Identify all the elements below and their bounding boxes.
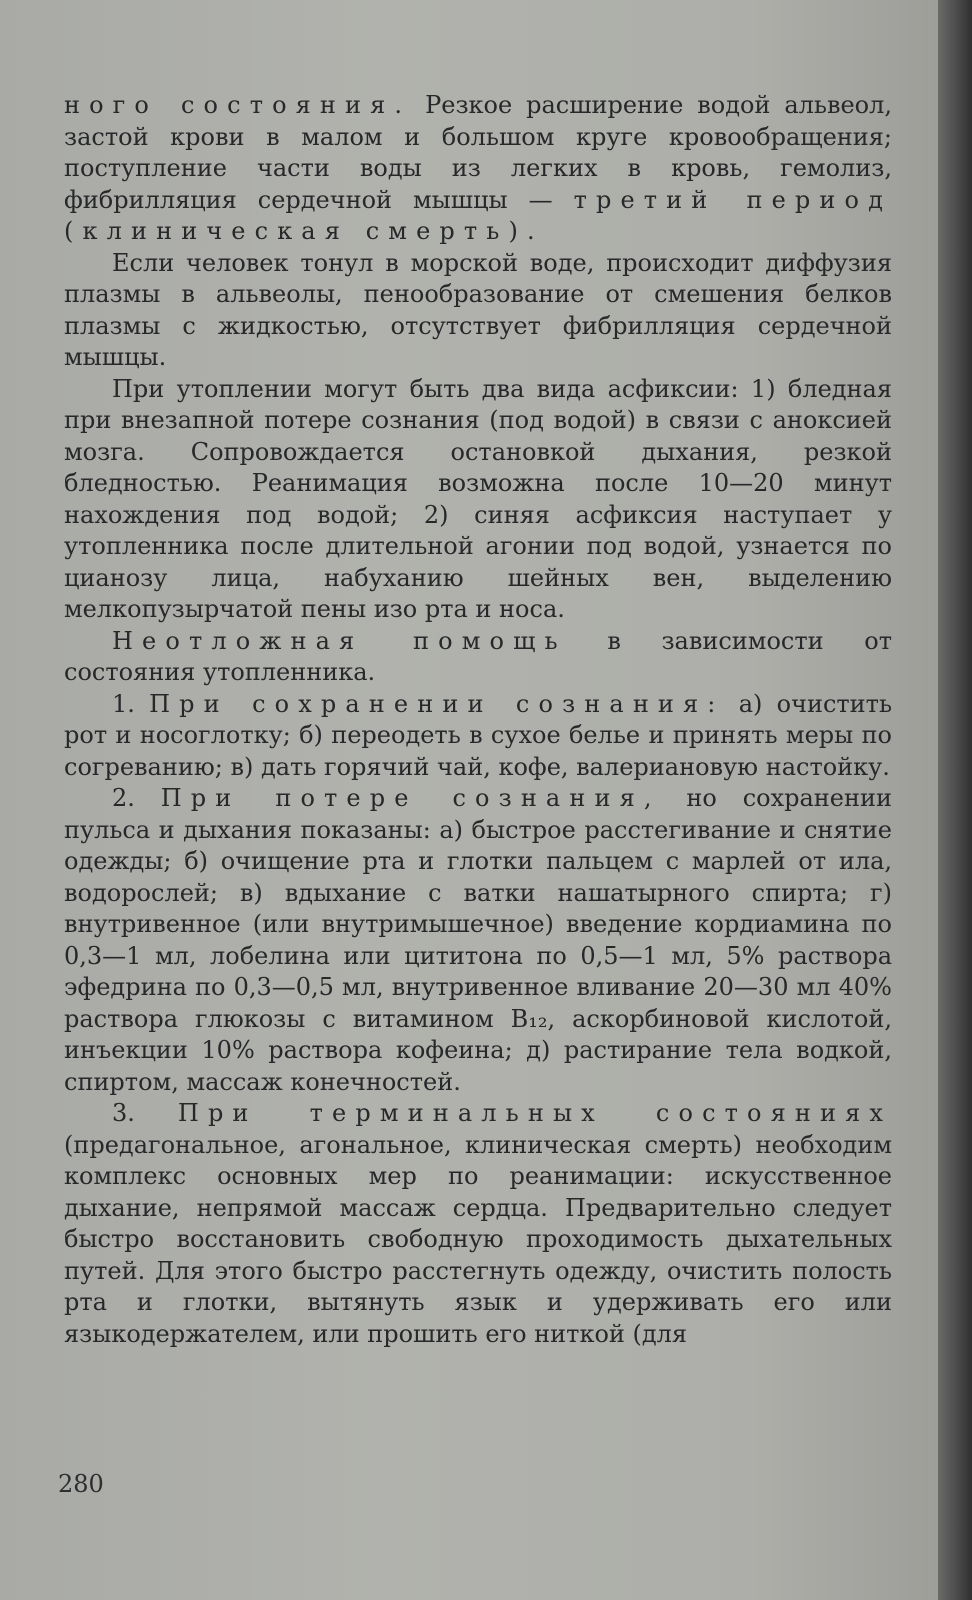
text-run: в зависимости от состояния утопленника. xyxy=(64,626,892,686)
page-number: 280 xyxy=(58,1470,104,1498)
text-run: При утоплении могут быть два вида асфиксии: 1) бледная при внезапной потере сознания (под водой) в связи с аноксией мозга. Сопровождается остановкой дыхания, резкой бледностью. Реанимация возможна после 10—20 минут нахождения под водой; 2) синяя асфиксия наступает у утопленника после длительной агонии под водой, узнается по цианозу лица, набуханию шейных вен, выделению мелкопузырчатой пены изо рта и носа. xyxy=(64,374,892,623)
paragraph xyxy=(64,374,892,626)
spaced-phrase: ного состояния. xyxy=(64,91,412,119)
spaced-phrase: третий период (клиническая смерть). xyxy=(64,185,892,245)
text-run: Резкое расширение водой альвеол, застой крови в малом и большом круге кровообращения; поступление части воды из легких в кровь, гемолиз, фибрилляция сердечной мышцы — xyxy=(64,91,893,214)
text-run: 3. xyxy=(112,1099,178,1127)
spaced-phrase: При потере сознания, xyxy=(160,784,661,812)
paragraph xyxy=(64,689,892,784)
text-run: 1. xyxy=(112,689,150,718)
text-run: но сохранении пульса и дыхания показаны: а) быстрое расстегивание и снятие одежды; б) очищение рта и глотки пальцем с марлей от ила, водорослей; в) вдыхание с ватки нашатырного спирта; г) внутривенное (или внутримышечное) введение кордиамина по 0,3—1 мл, лобелина или цититона по 0,5—1 мл, 5% раствора эфедрина по 0,3—0,5 мл, внутривенное вливание 20—30 мл 40% раствора глюкозы с витамином B₁₂, аскорбиновой кислотой, инъекции 10% раствора кофеина; д) растирание тела водкой, спиртом, массаж конечностей. xyxy=(64,784,892,1096)
paragraph xyxy=(64,626,892,689)
text-run: Если человек тонул в морской воде, происходит диффузия плазмы в альвеолы, пенообразование от смешения белков плазмы с жидкостью, отсутствует фибрилляция сердечной мышцы. xyxy=(64,248,892,371)
page-text xyxy=(64,90,892,1350)
paragraph xyxy=(64,90,892,248)
spaced-phrase: При сохранении сознания: xyxy=(149,689,725,718)
book-spine-shadow xyxy=(938,0,972,1600)
paragraph xyxy=(64,248,892,374)
spaced-phrase: Неотложная помощь xyxy=(112,626,567,655)
paragraph xyxy=(64,1098,892,1350)
text-run: а) очистить рот и носоглотку; б) переодеть в сухое белье и принять меры по согреванию; в) дать горячий чай, кофе, валериановую настойку. xyxy=(64,689,893,781)
text-run: (предагональное, агональное, клиническая смерть) необходим комплекс основных мер по реанимации: искусственное дыхание, непрямой массаж сердца. Предварительно следует быстро восстановить свободную проходимость дыхательных путей. Для этого быстро расстегнуть одежду, очистить полость рта и глотки, вытянуть язык и удерживать его или языкодержателем, или прошить его ниткой (для xyxy=(64,1130,892,1348)
paragraph xyxy=(64,783,892,1098)
text-run: 2. xyxy=(112,784,161,812)
spaced-phrase: При терминальных состояниях xyxy=(177,1099,893,1127)
